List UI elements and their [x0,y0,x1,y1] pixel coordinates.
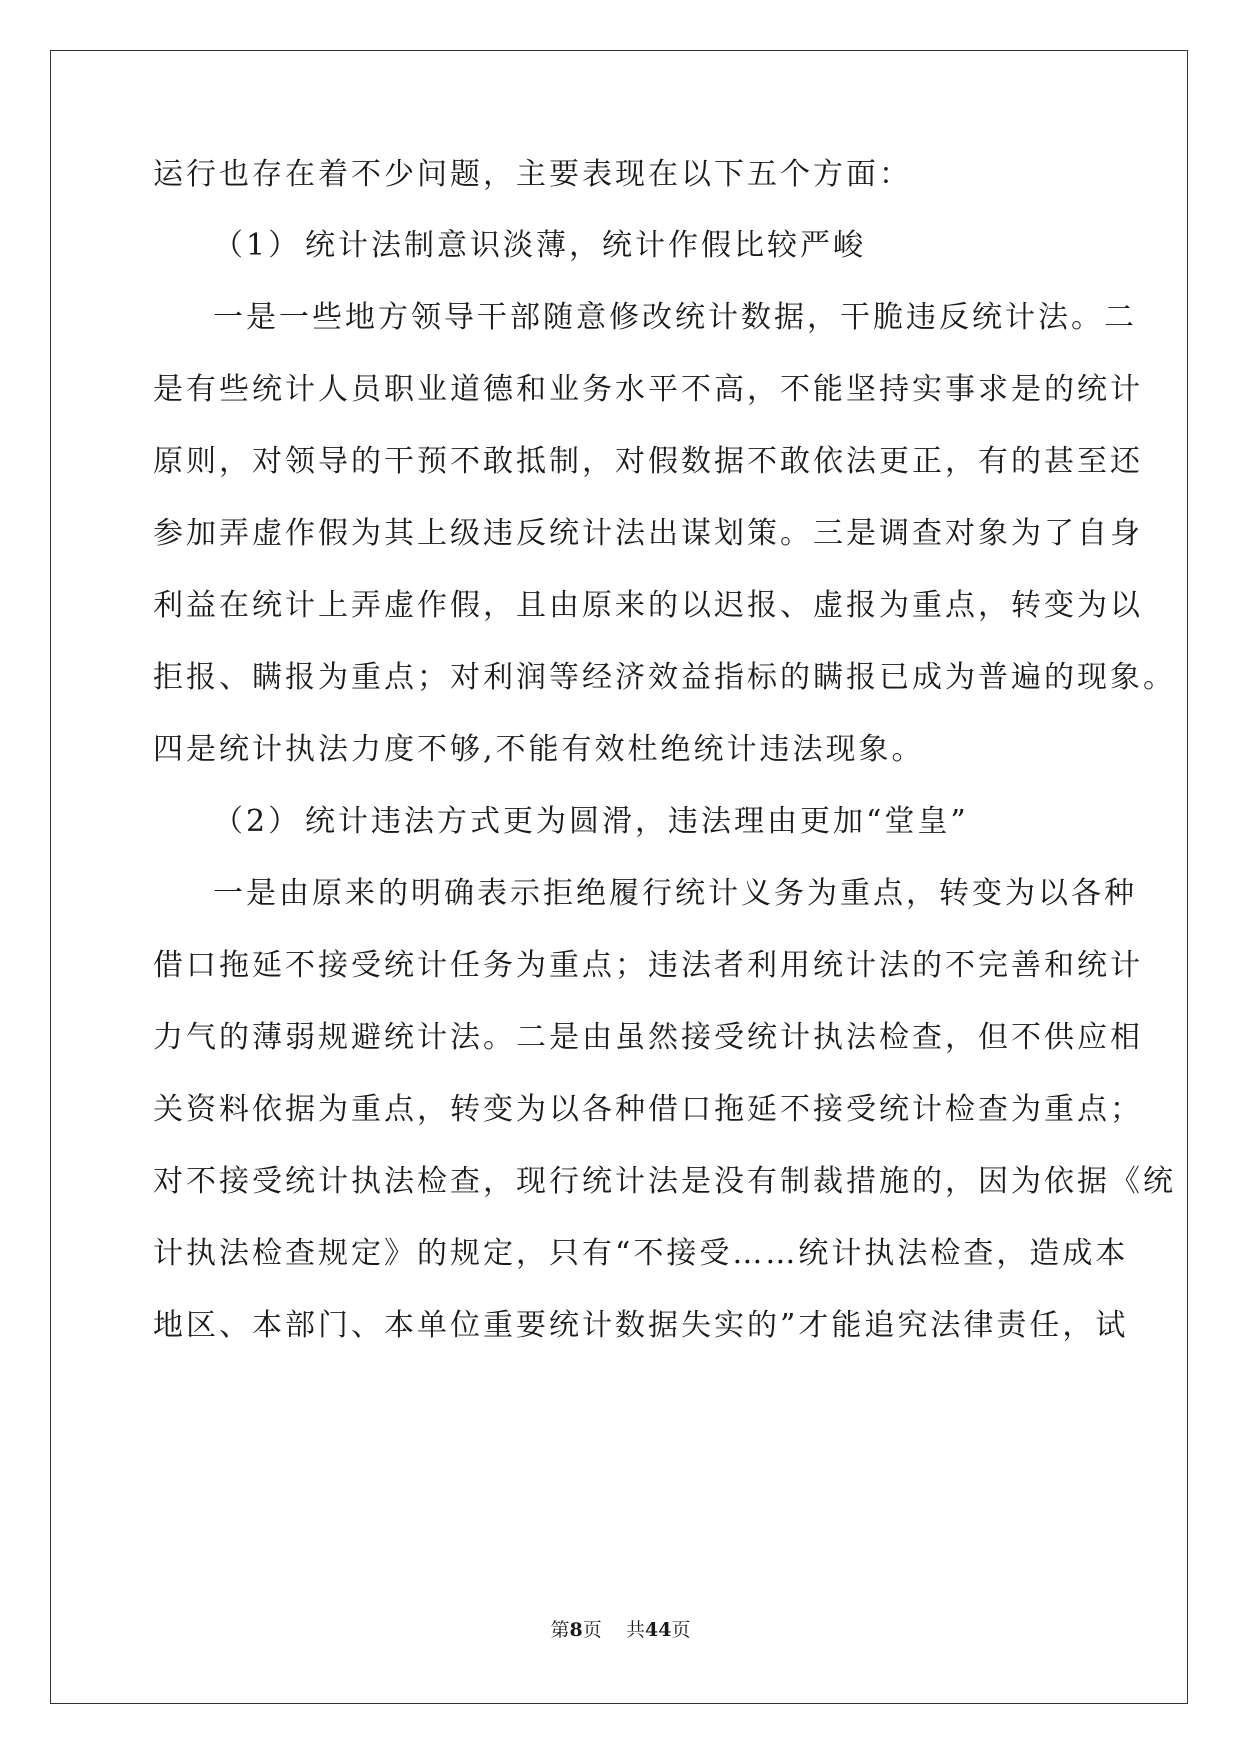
footer-total-prefix: 共 [625,1619,645,1641]
footer-total-number: 44 [644,1619,672,1641]
footer-page-suffix: 页 [582,1619,602,1641]
body-text-line: 地区、本部门、本单位重要统计数据失实的”才能追究法律责任，试 [153,1308,1129,1343]
body-text-line: 一是由原来的明确表示拒绝履行统计义务为重点，转变为以各种 [213,876,1137,911]
body-text-line: 拒报、瞒报为重点；对利润等经济效益指标的瞒报已成为普遍的现象。 [153,660,1176,695]
body-text-line: 对不接受统计执法检查，现行统计法是没有制裁措施的，因为依据《统 [153,1164,1176,1199]
body-text-line: 四是统计执法力度不够,不能有效杜绝统计违法现象。 [153,732,925,767]
body-text-line: 利益在统计上弄虚作假，且由原来的以迟报、虚报为重点，转变为以 [153,588,1143,623]
section-heading-2 [213,802,969,842]
body-text-line: 力气的薄弱规避统计法。二是由虽然接受统计执法检查，但不供应相 [153,1020,1143,1055]
section-heading-1 [213,226,866,266]
body-text-line: 运行也存在着不少问题，主要表现在以下五个方面： [153,157,912,192]
footer-page-prefix: 第 [550,1619,570,1641]
body-text-line: 参加弄虚作假为其上级违反统计法出谋划策。三是调查对象为了自身 [153,516,1143,551]
footer-page-number: 8 [569,1619,583,1641]
body-text-line: 是有些统计人员职业道德和业务水平不高，不能坚持实事求是的统计 [153,372,1143,407]
heading-text: 统计违法方式更为圆滑，违法理由更加“堂皇” [305,804,969,839]
footer-total-suffix: 页 [671,1619,691,1641]
heading-number: （1） [213,228,302,263]
body-text-line: 原则，对领导的干预不敢抵制，对假数据不敢依法更正，有的甚至还 [153,444,1143,479]
body-text-line: 计执法检查规定》的规定，只有“不接受……统计执法检查，造成本 [153,1236,1129,1271]
body-text-line: 借口拖延不接受统计任务为重点；违法者利用统计法的不完善和统计 [153,948,1143,983]
page-footer [0,1618,1241,1642]
body-text-line: 一是一些地方领导干部随意修改统计数据，干脆违反统计法。二 [213,300,1137,335]
heading-text: 统计法制意识淡薄，统计作假比较严峻 [305,228,866,263]
heading-number: （2） [213,804,302,839]
body-text-line: 关资料依据为重点，转变为以各种借口拖延不接受统计检查为重点； [153,1092,1143,1127]
